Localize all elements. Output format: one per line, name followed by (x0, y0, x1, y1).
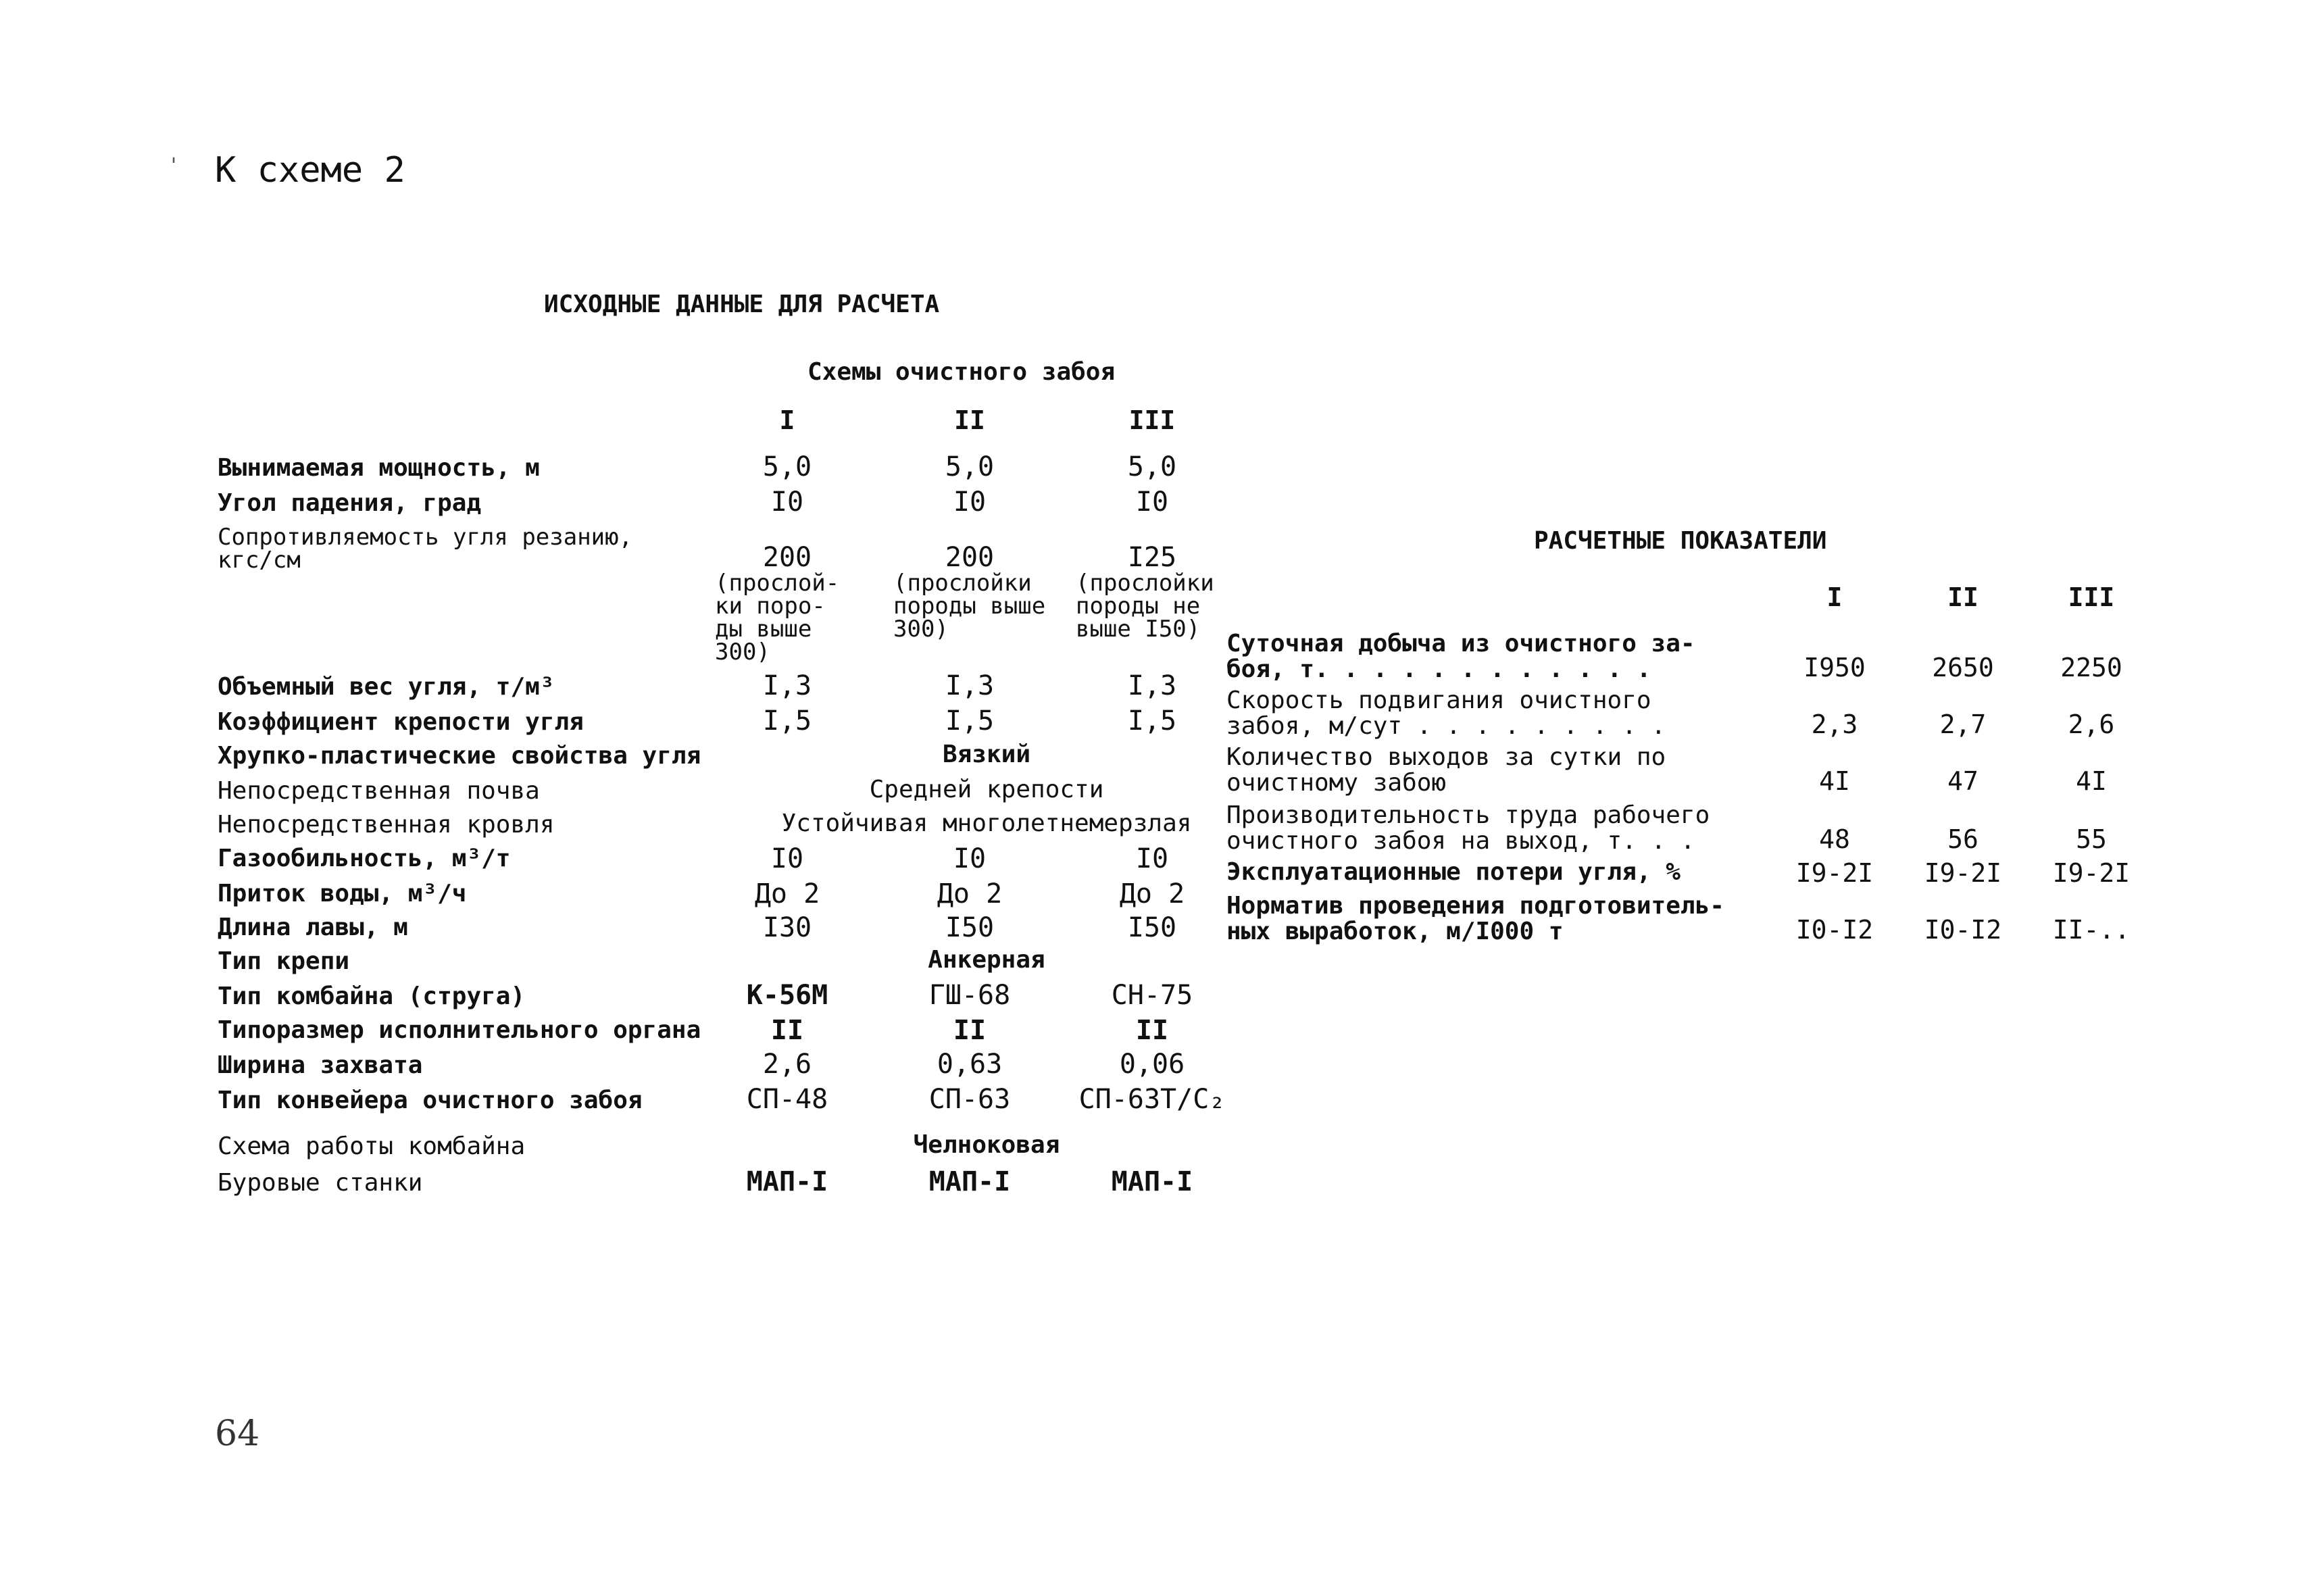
row-label-conveyor-type: Тип конвейера очистного забоя (218, 1087, 643, 1114)
row-label-hardness: Коэффициент крепости угля (218, 708, 584, 736)
row-value: I0 (1135, 843, 1169, 874)
row-value: I50 (1127, 912, 1177, 943)
page-heading: К схеме 2 (215, 150, 405, 191)
row-value: I0 (770, 843, 804, 874)
row-value: II (770, 1015, 804, 1046)
row-label-combine-type: Тип комбайна (струга) (218, 982, 526, 1010)
right-row-label-daily-output: Суточная добыча из очистного за- боя, т. . . . . . . . . . . . (1226, 630, 1695, 683)
right-row-label-advance-rate: Скорость подвигания очистного забоя, м/сут . . . . . . . . . (1226, 687, 1666, 740)
row-value: I0 (770, 487, 804, 518)
row-label-web-width: Ширина захвата (218, 1051, 423, 1079)
row-label-thickness: Вынимаемая мощность, м (218, 454, 540, 482)
right-row-value: 2650 (1932, 653, 1994, 682)
right-column-header-2: II (1947, 582, 1978, 612)
row-note: (прослойки породы не выше I50) (1076, 570, 1214, 643)
right-row-value: II-.. (2052, 915, 2131, 945)
row-value: I0 (1135, 487, 1169, 518)
row-value: II (953, 1015, 987, 1046)
right-row-label-shifts: Количество выходов за сутки по очистному забою (1226, 743, 1666, 797)
row-value: 5,0 (1127, 451, 1177, 482)
right-row-value: 2,6 (2068, 709, 2115, 739)
calculated-indicators-title: РАСЧЕТНЫЕ ПОКАЗАТЕЛИ (1534, 527, 1827, 555)
right-row-value: I9-2I (1795, 858, 1874, 888)
row-span-value: Вязкий (942, 741, 1031, 768)
row-value: К-56М (746, 980, 828, 1011)
column-header-3: III (1128, 405, 1176, 435)
column-header-1: I (779, 405, 795, 435)
right-row-value: 2250 (2060, 653, 2122, 682)
row-value: I,5 (1127, 705, 1177, 737)
row-value: I0 (953, 843, 987, 874)
row-value: II (1135, 1015, 1169, 1046)
row-value: СП-63Т/С₂ (1078, 1084, 1226, 1115)
page-number: 64 (215, 1414, 260, 1454)
row-span-value: Челноковая (913, 1131, 1060, 1159)
right-row-value: 4I (1819, 766, 1850, 796)
row-note: (прослой- ки поро- ды выше 300) (715, 570, 840, 666)
right-column-header-1: I (1826, 582, 1843, 612)
row-label-cutting-resistance: Сопротивляемость угля резанию, кгс/см (218, 524, 633, 574)
right-row-value: 55 (2076, 824, 2107, 854)
row-value: I30 (762, 912, 812, 943)
row-value: До 2 (754, 878, 820, 909)
row-value: 200 (945, 542, 995, 573)
right-row-label-development-norm: Норматив проведения подготовитель- ных выработок, м/I000 т (1226, 892, 1724, 945)
row-label-combine-scheme: Схема работы комбайна (218, 1132, 526, 1160)
row-label-cutter-size: Типоразмер исполнительного органа (218, 1016, 701, 1044)
row-value: СП-48 (746, 1084, 828, 1115)
row-value: 5,0 (945, 451, 995, 482)
right-row-value: I9-2I (1924, 858, 2002, 888)
row-value: I,3 (1127, 670, 1177, 701)
right-row-value: 4I (2076, 766, 2107, 796)
row-value: МАП-I (746, 1166, 828, 1197)
row-label-drill-rigs: Буровые станки (218, 1169, 423, 1197)
row-value: 5,0 (762, 451, 812, 482)
row-value: 0,63 (937, 1049, 1003, 1080)
row-label-plastic-properties: Хрупко-пластические свойства угля (218, 742, 701, 770)
row-value: I,3 (762, 670, 812, 701)
right-row-value: I0-I2 (1795, 915, 1874, 945)
scan-mark: ' (168, 154, 180, 178)
row-value: СН-75 (1111, 980, 1193, 1011)
schemes-subtitle: Схемы очистного забоя (807, 358, 1116, 386)
row-label-dip-angle: Угол падения, град (218, 489, 482, 517)
row-span-value: Анкерная (928, 946, 1045, 974)
row-label-face-length: Длина лавы, м (218, 914, 408, 941)
row-value: I,5 (945, 705, 995, 737)
right-row-value: 48 (1819, 824, 1850, 854)
row-label-support-type: Тип крепи (218, 947, 350, 975)
row-value: 200 (762, 542, 812, 573)
row-value: До 2 (1119, 878, 1185, 909)
row-label-volume-weight: Объемный вес угля, т/м³ (218, 673, 555, 701)
right-row-value: 56 (1947, 824, 1978, 854)
row-value: I,5 (762, 705, 812, 737)
right-row-value: I950 (1803, 653, 1866, 682)
row-value: МАП-I (1111, 1166, 1193, 1197)
row-span-value: Средней крепости (869, 776, 1104, 803)
section-title: ИСХОДНЫЕ ДАННЫЕ ДЛЯ РАСЧЕТА (544, 291, 940, 318)
row-span-value: Устойчивая многолетнемерзлая (781, 809, 1192, 837)
column-header-2: II (954, 405, 985, 435)
right-row-value: I0-I2 (1924, 915, 2002, 945)
row-label-floor: Непосредственная почва (218, 777, 540, 805)
row-value: I50 (945, 912, 995, 943)
right-row-value: 2,3 (1811, 709, 1858, 739)
row-value: I,3 (945, 670, 995, 701)
row-value: До 2 (937, 878, 1003, 909)
row-note: (прослойки породы выше 300) (893, 570, 1046, 643)
row-value: МАП-I (928, 1166, 1011, 1197)
row-value: ГШ-68 (928, 980, 1011, 1011)
row-label-water-inflow: Приток воды, м³/ч (218, 880, 467, 907)
row-value: I25 (1127, 542, 1177, 573)
right-row-value: I9-2I (2052, 858, 2131, 888)
right-row-value: 2,7 (1939, 709, 1987, 739)
row-value: 0,06 (1119, 1049, 1185, 1080)
right-row-label-productivity: Производительность труда рабочего очистного забоя на выход, т. . . (1226, 801, 1710, 855)
row-label-roof: Непосредственная кровля (218, 811, 555, 839)
row-value: 2,6 (762, 1049, 812, 1080)
row-value: СП-63 (928, 1084, 1011, 1115)
right-column-header-3: III (2068, 582, 2115, 612)
row-label-gas-content: Газообильность, м³/т (218, 845, 511, 872)
right-row-label-losses: Эксплуатационные потери угля, % (1226, 858, 1681, 886)
right-row-value: 47 (1947, 766, 1978, 796)
row-value: I0 (953, 487, 987, 518)
